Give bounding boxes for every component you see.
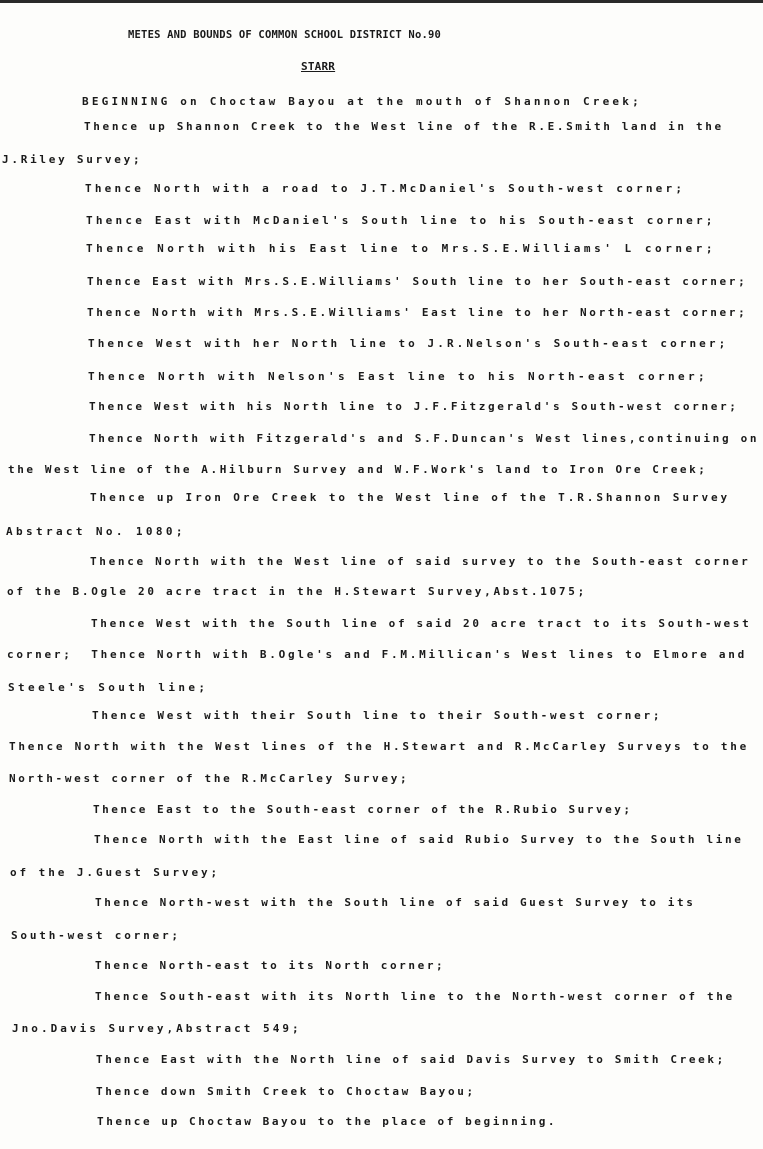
text-line: North-west corner of the R.McCarley Survey;	[9, 772, 410, 785]
text-line: of the B.Ogle 20 acre tract in the H.Stewart Survey,Abst.1075;	[7, 585, 587, 598]
text-line: Thence down Smith Creek to Choctaw Bayou;	[96, 1085, 476, 1098]
text-line: Thence North-west with the South line of said Guest Survey to its	[95, 896, 696, 909]
text-line: Thence up Iron Ore Creek to the West line of the T.R.Shannon Survey	[90, 491, 731, 504]
text-line: the West line of the A.Hilburn Survey and W.F.Work's land to Iron Ore Creek;	[8, 463, 708, 476]
text-line: Thence East with the North line of said Davis Survey to Smith Creek;	[96, 1053, 726, 1066]
text-line: Thence North with the West line of said survey to the South-east corner	[90, 555, 751, 568]
text-line: BEGINNING on Choctaw Bayou at the mouth of Shannon Creek;	[82, 95, 642, 108]
text-line: Thence North with the East line of said Rubio Survey to the South line	[94, 833, 744, 846]
text-line: Thence East to the South-east corner of the R.Rubio Survey;	[93, 803, 633, 816]
text-line: Thence North with Fitzgerald's and S.F.Duncan's West lines,continuing on	[89, 432, 760, 445]
text-line: Thence West with his North line to J.F.Fitzgerald's South-west corner;	[89, 400, 739, 413]
text-line: Thence North with the West lines of the H.Stewart and R.McCarley Surveys to the	[9, 740, 749, 753]
text-line: of the J.Guest Survey;	[10, 866, 221, 879]
text-line: J.Riley Survey;	[2, 153, 143, 166]
text-line: Thence West with the South line of said 20 acre tract to its South-west	[91, 617, 752, 630]
text-line: Thence North with his East line to Mrs.S.E.Williams' L corner;	[86, 242, 716, 255]
page-top-edge	[0, 0, 763, 3]
text-line: Thence West with her North line to J.R.Nelson's South-east corner;	[88, 337, 729, 350]
text-line: corner; Thence North with B.Ogle's and F.M.Millican's West lines to Elmore and	[7, 648, 747, 661]
text-line: Thence South-east with its North line to the North-west corner of the	[95, 990, 735, 1003]
text-line: Steele's South line;	[8, 681, 209, 694]
document-subtitle: STARR	[301, 60, 336, 73]
text-line: Thence up Shannon Creek to the West line of the R.E.Smith land in the	[84, 120, 724, 133]
text-line: Thence North with Nelson's East line to his North-east corner;	[88, 370, 708, 383]
text-line: Thence East with Mrs.S.E.Williams' South line to her South-east corner;	[87, 275, 748, 288]
text-line: Abstract No. 1080;	[6, 525, 186, 538]
text-line: Jno.Davis Survey,Abstract 549;	[12, 1022, 302, 1035]
text-line: Thence up Choctaw Bayou to the place of beginning.	[97, 1115, 558, 1128]
document-title: METES AND BOUNDS OF COMMON SCHOOL DISTRICT No.90	[128, 29, 442, 41]
text-line: Thence North-east to its North corner;	[95, 959, 446, 972]
text-line: Thence West with their South line to their South-west corner;	[92, 709, 663, 722]
text-line: Thence North with Mrs.S.E.Williams' East line to her North-east corner;	[87, 306, 748, 319]
text-line: Thence East with McDaniel's South line to his South-east corner;	[86, 214, 716, 227]
text-line: Thence North with a road to J.T.McDaniel's South-west corner;	[85, 182, 686, 195]
text-line: South-west corner;	[11, 929, 181, 942]
